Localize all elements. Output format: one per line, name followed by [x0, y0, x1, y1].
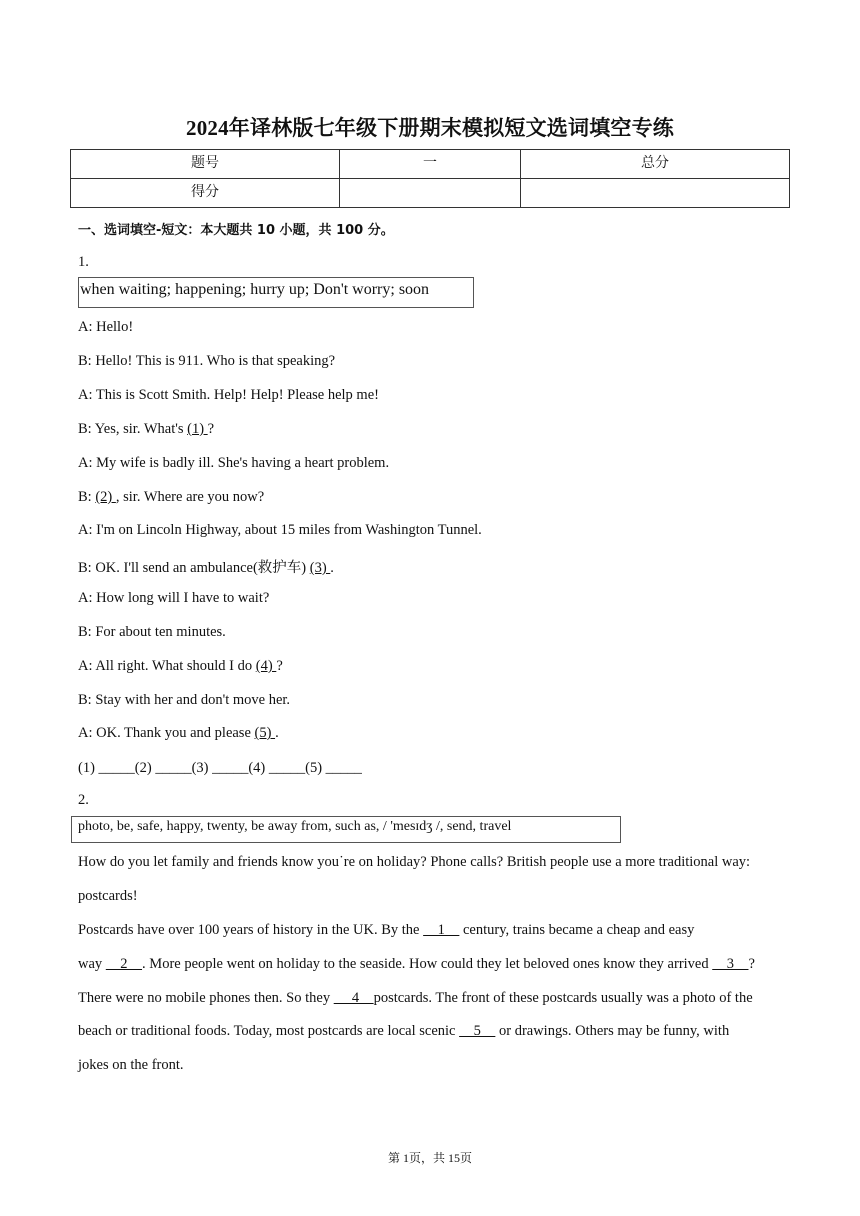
blank: 2	[105, 956, 143, 972]
dialogue-line	[78, 658, 283, 675]
page-footer: 第 1页，共 15页	[387, 1151, 472, 1165]
text: . More people went on holiday to the seaside. How could they let beloved ones know they arrived	[142, 956, 713, 972]
text: postcards. The front of these postcards usually was a photo of the	[373, 990, 753, 1006]
question-number: 2.	[78, 792, 89, 808]
table-cell	[521, 179, 790, 208]
text: There were no mobile phones then. So they	[78, 990, 334, 1006]
table-cell: 得分	[71, 179, 340, 208]
table-cell: 题号	[71, 150, 340, 179]
question-number: 1.	[78, 254, 89, 270]
table-row	[71, 150, 790, 179]
text: A: OK. Thank you and please	[78, 725, 255, 741]
table-row	[71, 179, 790, 208]
blank: (5)	[254, 725, 276, 741]
table-cell: 一	[340, 150, 521, 179]
dialogue-line: A: I'm on Lincoln Highway, about 15 miles from Washington Tunnel.	[78, 522, 482, 538]
section-heading: 一、选词填空-短文：本大题共 10 小题，共 100 分。	[78, 223, 394, 238]
paragraph-line	[78, 922, 694, 939]
text: century, trains became a cheap and easy	[459, 922, 695, 938]
blank: 3	[712, 956, 749, 972]
text: ?	[207, 421, 215, 437]
dialogue-line	[78, 489, 264, 506]
page-title: 2024年译林版七年级下册期末模拟短文选词填空专练	[186, 116, 674, 140]
word-box: photo, be, safe, happy, twenty, be away from, such as, / 'mesɪdʒ /, send, travel	[71, 816, 621, 843]
paragraph-line: postcards!	[78, 888, 138, 904]
blank: 1	[423, 922, 460, 938]
dialogue-line	[78, 556, 334, 577]
paragraph-line	[78, 956, 755, 973]
text: A: All right. What should I do	[78, 658, 256, 674]
dialogue-line: A: My wife is badly ill. She's having a heart problem.	[78, 455, 390, 471]
blank: (4)	[255, 658, 277, 674]
score-table	[70, 149, 790, 208]
paragraph-line	[78, 1023, 729, 1040]
text: .	[330, 560, 334, 576]
dialogue-line: B: For about ten minutes.	[78, 624, 226, 640]
text: .	[275, 725, 279, 741]
blank: 5	[459, 1023, 496, 1039]
paragraph-line: jokes on the front.	[78, 1057, 184, 1073]
table-cell	[340, 179, 521, 208]
blank: (2)	[95, 489, 116, 505]
text: way	[78, 956, 106, 972]
dialogue-line: A: Hello!	[78, 319, 134, 335]
text: , sir. Where are you now?	[115, 489, 265, 505]
text: B:	[78, 489, 96, 505]
blank: (3)	[309, 560, 331, 576]
text: beach or traditional foods. Today, most postcards are local scenic	[78, 1023, 460, 1039]
dialogue-line	[78, 421, 214, 438]
text: B: Yes, sir. What's	[78, 421, 188, 437]
text: ?	[748, 956, 755, 972]
text: or drawings. Others may be funny, with	[495, 1023, 730, 1039]
answer-line: (1) _____(2) _____(3) _____(4) _____(5) _____	[78, 760, 362, 776]
blank: 4	[333, 990, 374, 1006]
word-box: when waiting; happening; hurry up; Don't worry; soon	[78, 277, 474, 308]
table-cell: 总分	[521, 150, 790, 179]
dialogue-line: B: Stay with her and don't move her.	[78, 692, 291, 708]
text: Postcards have over 100 years of history in the UK. By the	[78, 922, 424, 938]
text: B: OK. I'll send an ambulance(救护车)	[78, 560, 310, 576]
dialogue-line: A: This is Scott Smith. Help! Help! Please help me!	[78, 387, 379, 403]
blank: (1)	[187, 421, 208, 437]
dialogue-line: A: How long will I have to wait?	[78, 590, 270, 606]
paragraph-line: How do you let family and friends know you˙re on holiday? Phone calls? British people use a more traditional way:	[78, 854, 751, 870]
dialogue-line	[78, 725, 279, 742]
paragraph-line	[78, 990, 753, 1007]
dialogue-line: B: Hello! This is 911. Who is that speaking?	[78, 353, 336, 369]
text: ?	[276, 658, 283, 674]
